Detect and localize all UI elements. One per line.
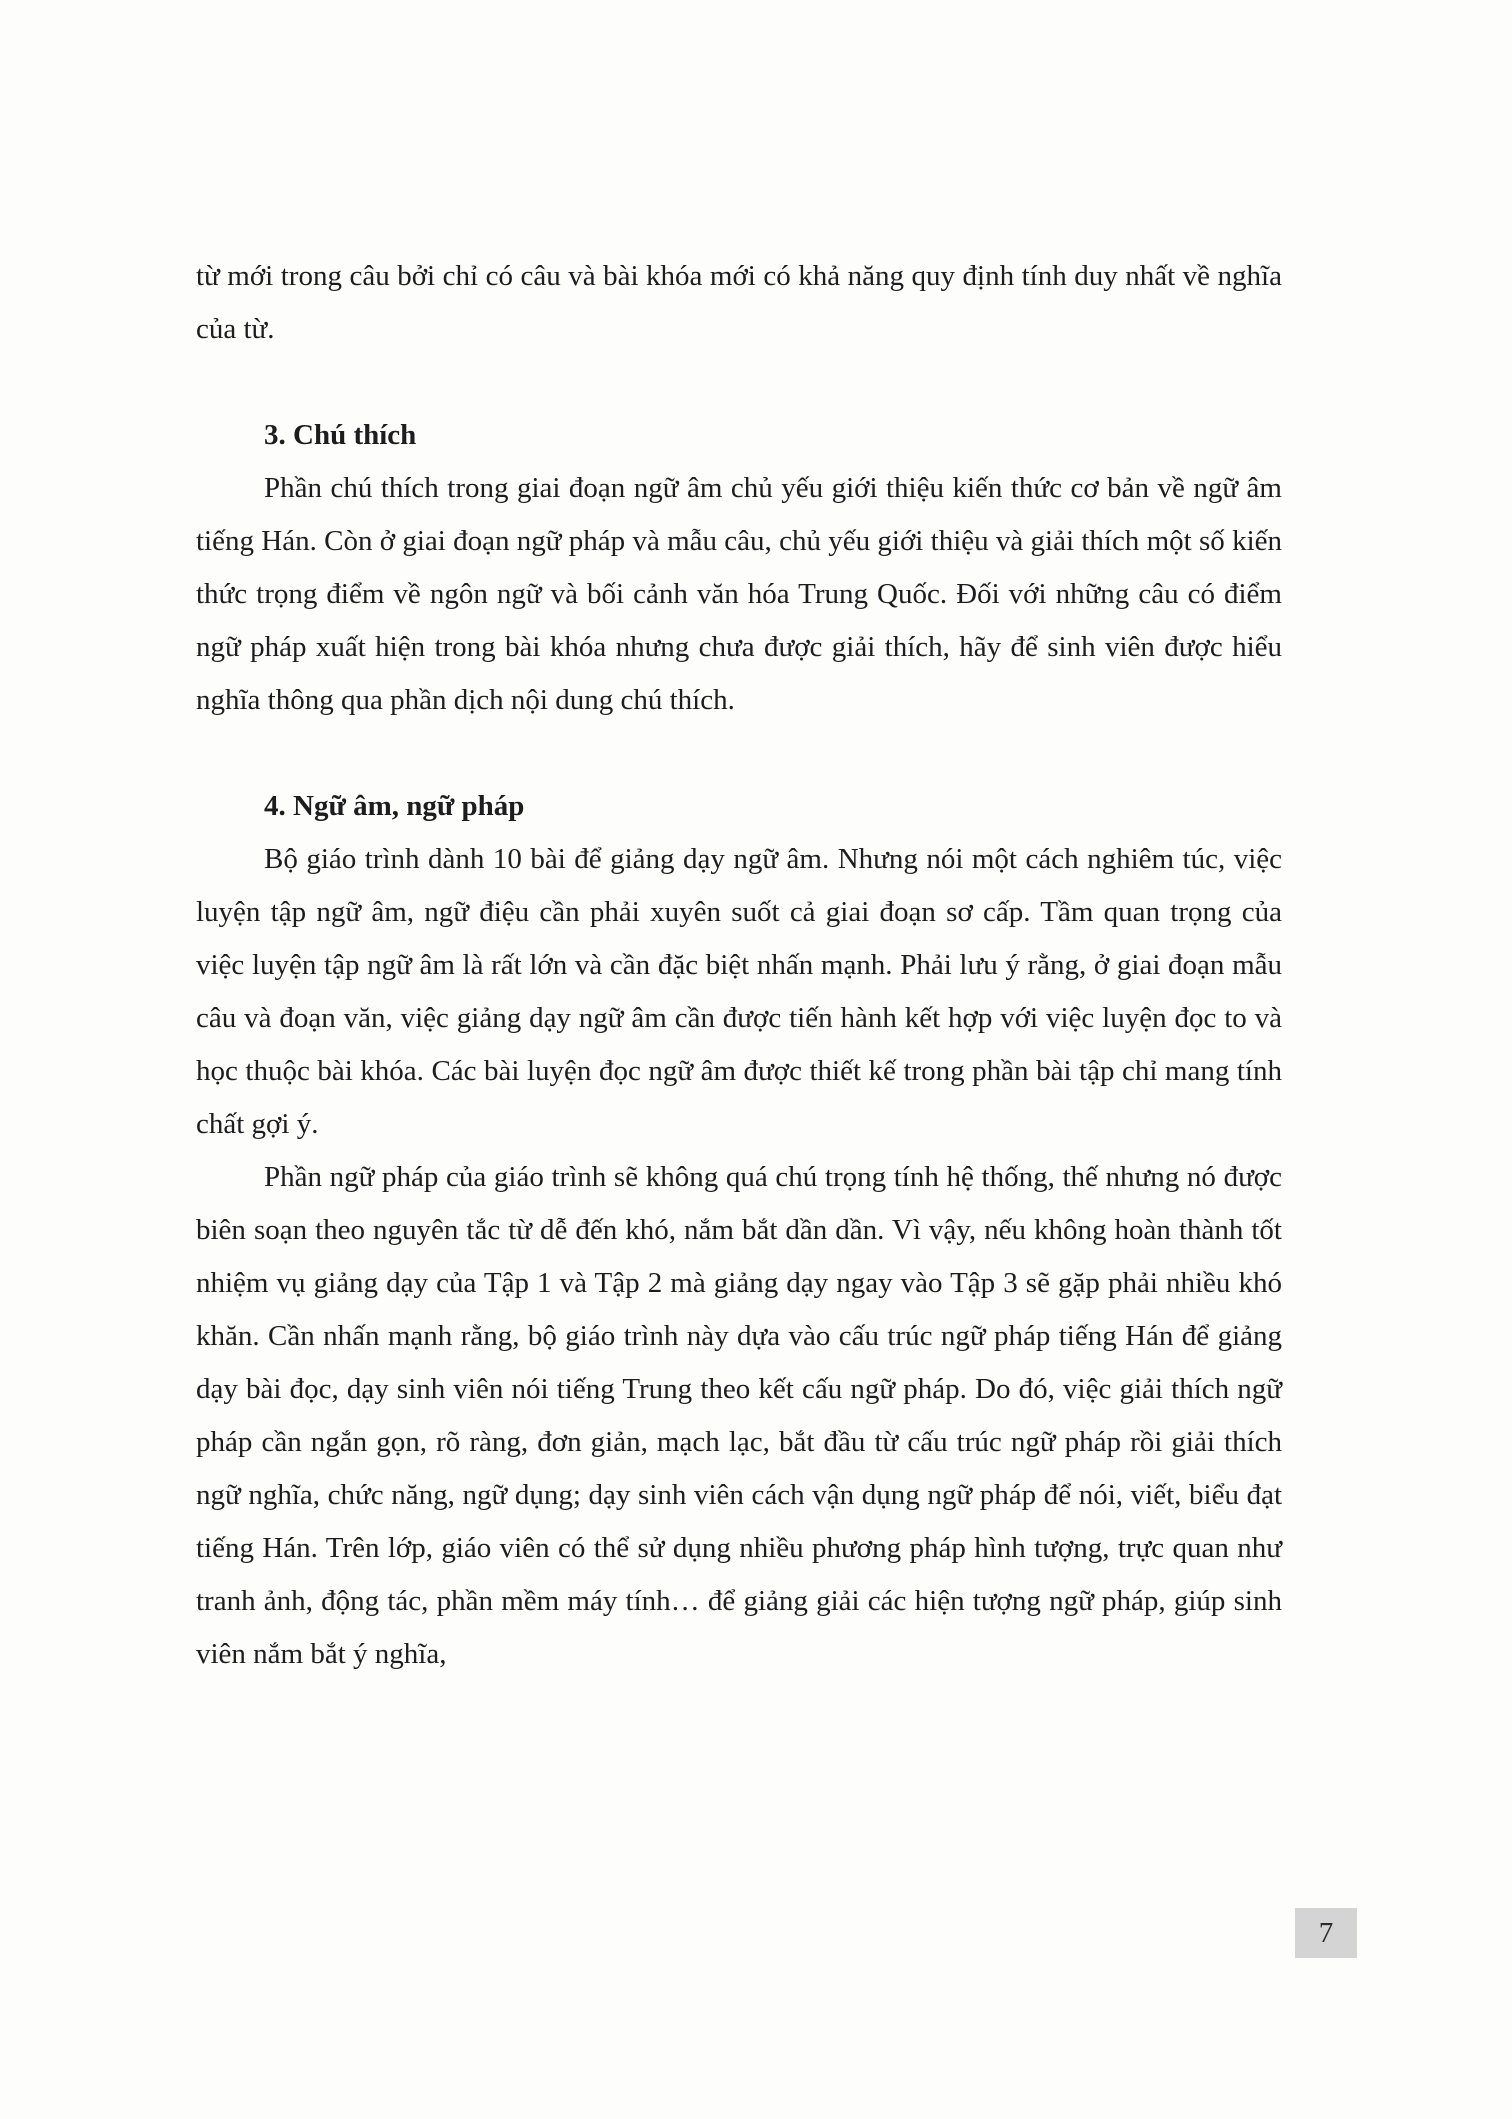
section-heading-chu-thich: 3. Chú thích <box>264 419 417 451</box>
page-number-badge <box>1295 1908 1357 1958</box>
paragraph-chu-thich: Phần chú thích trong giai đoạn ngữ âm chủ yếu giới thiệu kiến thức cơ bản về ngữ âm tiếng Hán. Còn ở giai đoạn ngữ pháp và mẫu câu, chủ yếu giới thiệu và giải thích một số kiến thức trọng điểm về ngôn ngữ và bối cảnh văn hóa Trung Quốc. Đối với những câu có điểm ngữ pháp xuất hiện trong bài khóa nhưng chưa được giải thích, hãy để sinh viên được hiểu nghĩa thông qua phần dịch nội dung chú thích. <box>196 472 1282 716</box>
section-heading-ngu-am-ngu-phap: 4. Ngữ âm, ngữ pháp <box>264 790 525 822</box>
page-number: 7 <box>1318 1916 1334 1949</box>
paragraph-ngu-am: Bộ giáo trình dành 10 bài để giảng dạy ngữ âm. Nhưng nói một cách nghiêm túc, việc luyện tập ngữ âm, ngữ điệu cần phải xuyên suốt cả giai đoạn sơ cấp. Tầm quan trọng của việc luyện tập ngữ âm là rất lớn và cần đặc biệt nhấn mạnh. Phải lưu ý rằng, ở giai đoạn mẫu câu và đoạn văn, việc giảng dạy ngữ âm cần được tiến hành kết hợp với việc luyện đọc to và học thuộc bài khóa. Các bài luyện đọc ngữ âm được thiết kế trong phần bài tập chỉ mang tính chất gợi ý. <box>196 843 1282 1140</box>
page-content <box>196 250 1282 1681</box>
paragraph-continuation: từ mới trong câu bởi chỉ có câu và bài khóa mới có khả năng quy định tính duy nhất về nghĩa của từ. <box>196 260 1282 345</box>
paragraph-ngu-phap: Phần ngữ pháp của giáo trình sẽ không quá chú trọng tính hệ thống, thế nhưng nó được biên soạn theo nguyên tắc từ dễ đến khó, nắm bắt dần dần. Vì vậy, nếu không hoàn thành tốt nhiệm vụ giảng dạy của Tập 1 và Tập 2 mà giảng dạy ngay vào Tập 3 sẽ gặp phải nhiều khó khăn. Cần nhấn mạnh rằng, bộ giáo trình này dựa vào cấu trúc ngữ pháp tiếng Hán để giảng dạy bài đọc, dạy sinh viên nói tiếng Trung theo kết cấu ngữ pháp. Do đó, việc giải thích ngữ pháp cần ngắn gọn, rõ ràng, đơn giản, mạch lạc, bắt đầu từ cấu trúc ngữ pháp rồi giải thích ngữ nghĩa, chức năng, ngữ dụng; dạy sinh viên cách vận dụng ngữ pháp để nói, viết, biểu đạt tiếng Hán. Trên lớp, giáo viên có thể sử dụng nhiều phương pháp hình tượng, trực quan như tranh ảnh, động tác, phần mềm máy tính… để giảng giải các hiện tượng ngữ pháp, giúp sinh viên nắm bắt ý nghĩa, <box>196 1161 1282 1670</box>
